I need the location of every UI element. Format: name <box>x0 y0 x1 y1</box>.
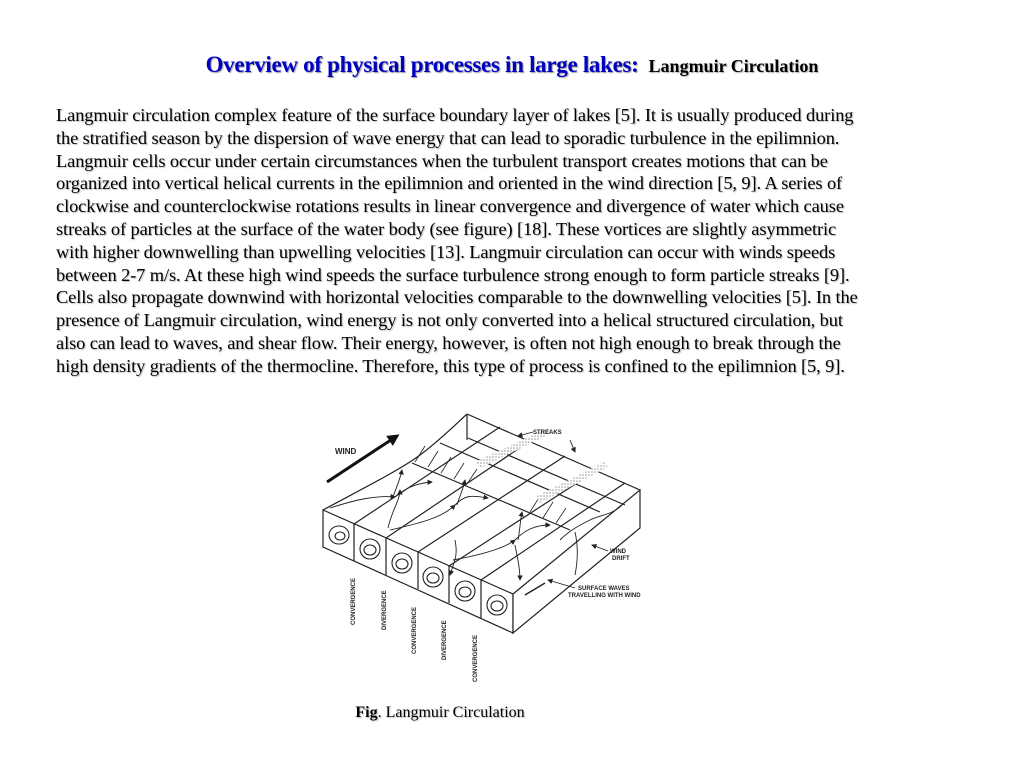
body-line: presence of Langmuir circulation, wind energy is not only converted into a helical structured circulation, but <box>56 310 843 331</box>
body-line: Cells also propagate downwind with horizontal velocities comparable to the downwelling velocities [5]. In the <box>56 287 858 308</box>
zone-label-convergence: CONVERGENCE <box>412 606 418 654</box>
zone-label-convergence: CONVERGENCE <box>473 634 479 682</box>
surface-waves-label-2: TRAVELLING WITH WIND <box>568 593 641 599</box>
langmuir-figure <box>318 402 678 692</box>
body-line: streaks of particles at the surface of the water body (see figure) [18]. These vortices are slightly asymmetric <box>56 218 837 239</box>
body-line: Langmuir cells occur under certain circumstances when the turbulent transport creates motions that can be <box>56 150 828 171</box>
wind-label: WIND <box>335 447 357 456</box>
body-line: also can lead to waves, and shear flow. Their energy, however, is often not high enough to break through the <box>56 332 841 353</box>
body-line: the stratified season by the dispersion of wave energy that can lead to sporadic turbulence in the epilimnion. <box>56 127 840 148</box>
body-line: with higher downwelling than upwelling velocities [13]. Langmuir circulation can occur with winds speeds <box>56 241 836 262</box>
body-line: clockwise and counterclockwise rotations results in linear convergence and divergence of water which cause <box>56 196 844 217</box>
wind-drift-label-2: DRIFT <box>612 556 630 562</box>
surface-waves-label-1: SURFACE WAVES <box>578 586 630 592</box>
body-line: Langmuir circulation complex feature of the surface boundary layer of lakes [5]. It is usually produced during <box>56 105 854 125</box>
body-line: between 2-7 m/s. At these high wind speeds the surface turbulence strong enough to form particle streaks [9]. <box>56 264 850 285</box>
langmuir-diagram <box>318 402 678 692</box>
block-outline <box>323 414 640 633</box>
body-paragraph <box>56 104 986 378</box>
body-line: organized into vertical helical currents in the epilimnion and oriented in the wind direction [5, 9]. A series of <box>56 173 843 194</box>
page-title <box>0 52 1024 78</box>
title-main: Overview of physical processes in large lakes: <box>205 52 639 77</box>
streaks-label: STREAKS <box>533 430 562 436</box>
title-subtitle: Langmuir Circulation <box>648 56 819 76</box>
zone-label-divergence: DIVERGENCE <box>382 590 388 630</box>
zone-label-divergence: DIVERGENCE <box>442 620 448 660</box>
caption-text: . Langmuir Circulation <box>377 704 525 721</box>
caption-fig: Fig <box>355 704 378 721</box>
wind-drift-label-1: WIND <box>610 549 626 555</box>
figure-caption <box>0 704 880 722</box>
body-line: high density gradients of the thermocline. Therefore, this type of process is confined to the epilimnion [5, 9]. <box>56 355 845 376</box>
zone-label-convergence: CONVERGENCE <box>351 577 357 625</box>
